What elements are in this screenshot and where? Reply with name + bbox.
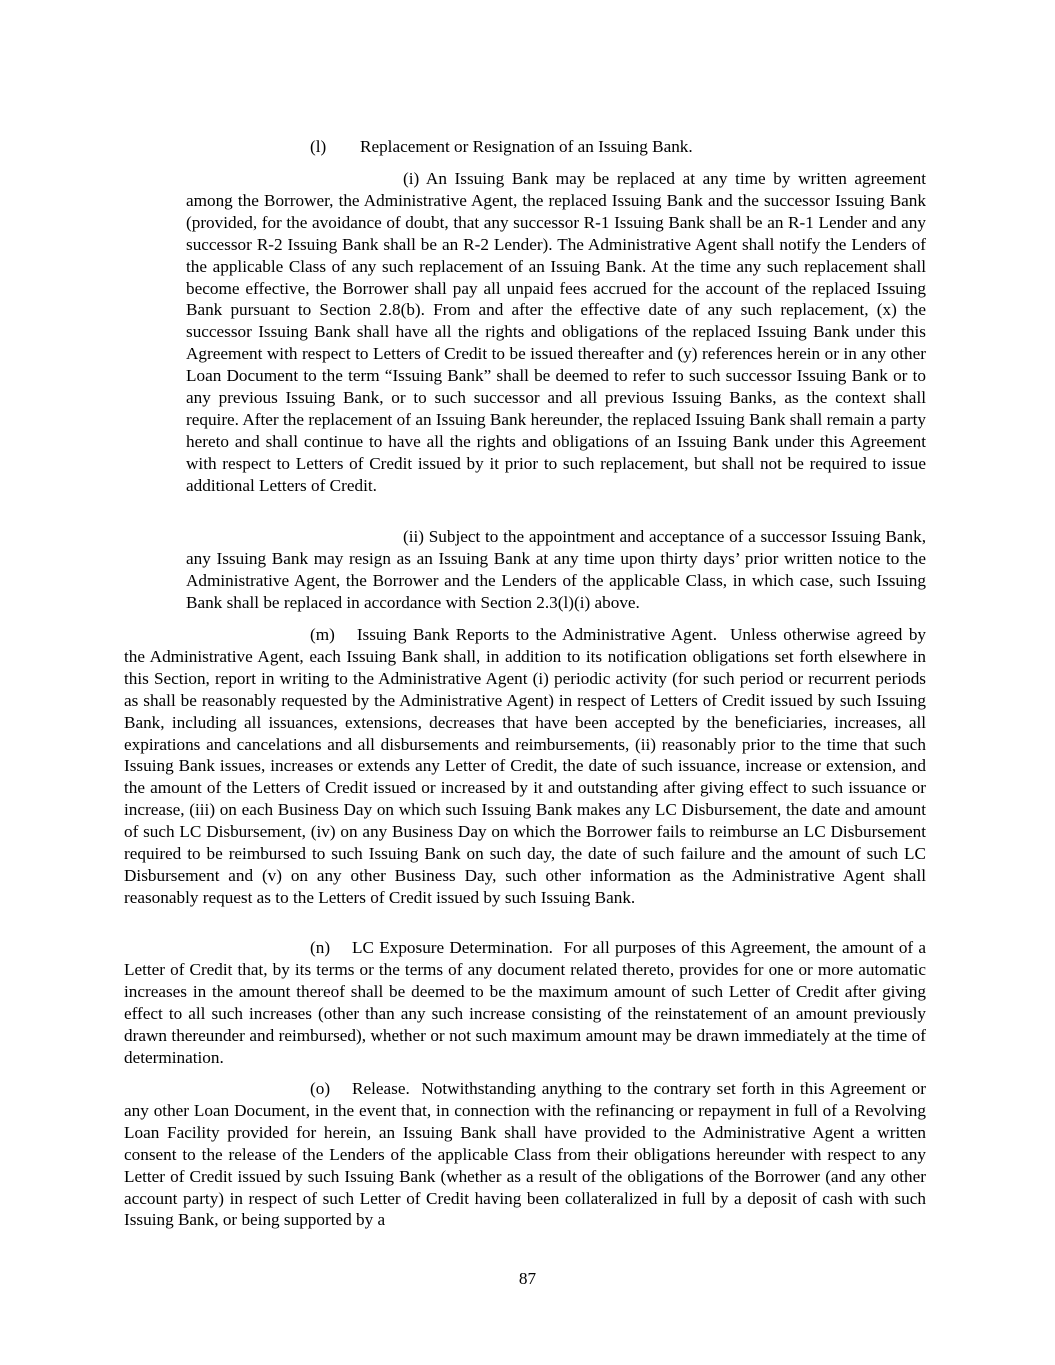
paragraph-ii-text: Subject to the appointment and acceptance of a successor Issuing Bank, any Issuing Bank may resign as an Issuing Bank at any time upon thirty days’ prior written notice to the Administrative Agent, the Borrower and the Lenders of the applicable Class, in which case, such Issuing Bank shall be replaced in accordance with Section 2.3(l)(i) above. xyxy=(186,527,927,612)
section-l-title: Replacement or Resignation of an Issuing Bank. xyxy=(360,137,693,156)
paragraph-ii-marker: (ii) xyxy=(403,527,424,546)
section-m-text: Unless otherwise agreed by the Administrative Agent, each Issuing Bank shall, in addition to its notification obligations set forth elsewhere in this Section, report in writing to the Administrative Agent (i) periodic activity (for such period or recurrent periods as shall be reasonably requested by the Administrative Agent) in respect of Letters of Credit issued by such Issuing Bank, including all issuances, extensions, decreases that have been accepted by the beneficiaries, increases, all expirations and cancelations and all disbursements and reimbursements, (ii) reasonably prior to the time that such Issuing Bank issues, increases or extends any Letter of Credit, the date of such issuance, increase or extension, and the amount of the Letters of Credit issued or increased by it and outstanding after giving effect to such issuance or increase, (iii) on each Business Day on which such Issuing Bank makes any LC Disbursement, the date and amount of such LC Disbursement, (iv) on any Business Day on which the Borrower fails to reimburse an LC Disbursement required to be reimbursed to such Issuing Bank on such day, the date of such failure and the amount of such LC Disbursement and (v) on any other Business Day, such other information as the Administrative Agent shall reasonably request as to the Letters of Credit issued by such Issuing Bank. xyxy=(124,625,927,907)
section-l-heading xyxy=(310,136,693,158)
section-n-title: LC Exposure Determination. xyxy=(352,938,553,957)
page-number: 87 xyxy=(518,1269,537,1288)
paragraph-i xyxy=(186,168,926,497)
section-l-marker: (l) xyxy=(310,137,327,156)
section-o-title: Release. xyxy=(352,1079,410,1098)
section-n-text: For all purposes of this Agreement, the amount of a Letter of Credit that, by its terms or the terms of any document related thereto, provides for one or more automatic increases in the amount thereof shall be deemed to be the maximum amount of such Letter of Credit after giving effect to all such increases (other than any such increase consisting of the reinstatement of an amount previously drawn thereunder and reimbursed), whether or not such maximum amount may be drawn immediately at the time of determination. xyxy=(124,938,927,1067)
section-n-marker: (n) xyxy=(310,938,331,957)
section-n xyxy=(124,937,926,1068)
section-m xyxy=(124,624,926,909)
section-o xyxy=(124,1078,926,1231)
section-m-marker: (m) xyxy=(310,625,335,644)
section-o-marker: (o) xyxy=(310,1079,331,1098)
paragraph-i-text: An Issuing Bank may be replaced at any time by written agreement among the Borrower, the Administrative Agent, the replaced Issuing Bank and the successor Issuing Bank (provided, for the avoidance of doubt, that any successor R-1 Issuing Bank shall be an R-1 Lender and any successor R-2 Issuing Bank shall be an R-2 Lender). The Administrative Agent shall notify the Lenders of the applicable Class of any such replacement of an Issuing Bank. At the time any such replacement shall become effective, the Borrower shall pay all unpaid fees accrued for the account of the replaced Issuing Bank pursuant to Section 2.8(b). From and after the effective date of any such replacement, (x) the successor Issuing Bank shall have all the rights and obligations of the replaced Issuing Bank under this Agreement with respect to Letters of Credit to be issued thereafter and (y) references herein or in any other Loan Document to the term “Issuing Bank” shall be deemed to refer to such successor Issuing Bank or to any previous Issuing Bank, or to such successor and all previous Issuing Banks, as the context shall require. After the replacement of an Issuing Bank hereunder, the replaced Issuing Bank shall remain a party hereto and shall continue to have all the rights and obligations of an Issuing Bank under this Agreement with respect to Letters of Credit issued by it prior to such replacement, but shall not be required to issue additional Letters of Credit. xyxy=(186,169,926,495)
section-o-text: Notwithstanding anything to the contrary set forth in this Agreement or any other Loan Document, in the event that, in connection with the refinancing or repayment in full of a Revolving Loan Facility provided for herein, an Issuing Bank shall have provided to the Administrative Agent a written consent to the release of the Lenders of the applicable Class from their obligations hereunder with respect to any Letter of Credit issued by such Issuing Bank (whether as a result of the obligations of the Borrower (and any other account party) in respect of such Letter of Credit having been collateralized in full by a deposit of cash with such Issuing Bank, or being supported by a xyxy=(124,1079,926,1230)
section-m-title: Issuing Bank Reports to the Administrative Agent. xyxy=(356,625,717,644)
paragraph-i-marker: (i) xyxy=(403,169,420,188)
paragraph-ii xyxy=(186,526,926,614)
